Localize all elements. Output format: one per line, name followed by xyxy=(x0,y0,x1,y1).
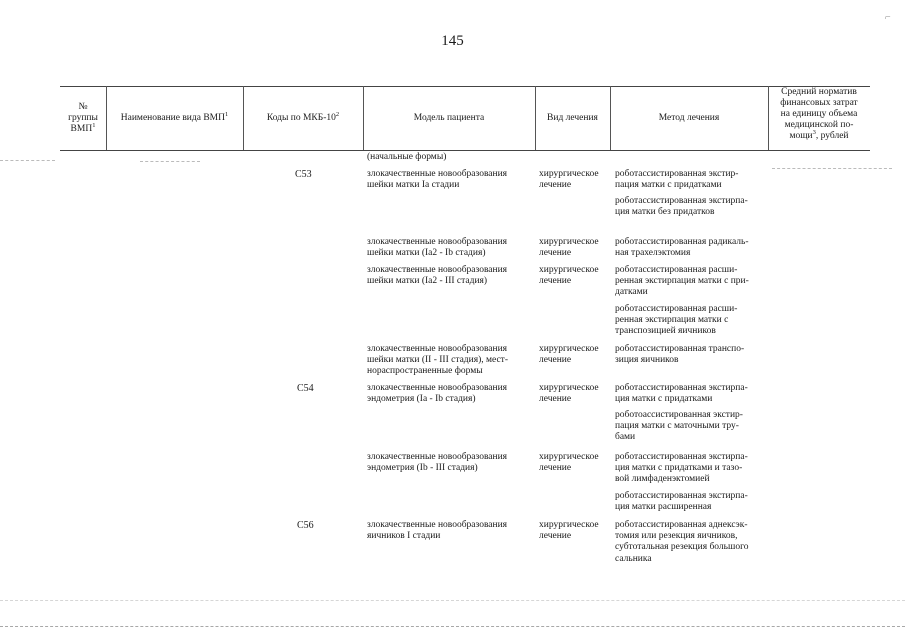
header-icd-codes: Коды по МКБ-$10^2$ xyxy=(266,110,340,123)
treatment-method: роботассистированная транспо- зиция яичников xyxy=(615,344,745,366)
patient-model: злокачественные новообразования шейки матки Ia стадии xyxy=(367,169,508,191)
header-treatment-type: Вид лечения xyxy=(547,112,598,123)
treatment-method: роботассистированная экстирпа- ция матки расширенная xyxy=(615,491,748,513)
patient-model: злокачественные новообразования шейки матки (Ia2 - Ib стадия) xyxy=(367,237,508,259)
header-treatment-method: Метод лечения xyxy=(658,112,720,123)
treatment-method: роботассистированная аднексэк- томия или резекция яичников, субтотальная резекция большого сальника xyxy=(615,520,749,564)
header-cost-standard: Средний норматив финансовых затрат на единицу объема медицинской по- мощи$^3$, рублей xyxy=(780,87,858,141)
patient-model-continued: (начальные формы) xyxy=(367,152,447,162)
treatment-type: хирургическое лечение xyxy=(539,383,599,405)
patient-model: злокачественные новообразования эндометрия (Ib - III стадия) xyxy=(367,452,508,474)
scan-corner-mark: ⌐ xyxy=(885,12,891,23)
header-bottom-rule xyxy=(60,150,870,151)
treatment-method: роботассистированная экстирпа- ция матки без придатков xyxy=(615,196,748,218)
scan-artifact-line xyxy=(140,161,200,162)
header-group-number: № группы ВМП$^1$ xyxy=(68,101,98,134)
header-vmp-name: Наименование вида ВМП$^1$ xyxy=(120,110,229,123)
treatment-type: хирургическое лечение xyxy=(539,452,599,474)
treatment-type: хирургическое лечение xyxy=(539,520,599,542)
patient-model: злокачественные новообразования яичников I стадии xyxy=(367,520,508,542)
patient-model: злокачественные новообразования эндометрия (Ia - Ib стадия) xyxy=(367,383,508,405)
treatment-type: хирургическое лечение xyxy=(539,237,599,259)
treatment-method: роботоассистированная экстир- пация матки с маточными тру- бами xyxy=(615,410,743,443)
icd-code: C56 xyxy=(297,520,314,531)
page-fold-line xyxy=(0,626,905,627)
treatment-method: роботассистированная экстир- пация матки с придатками xyxy=(615,169,739,191)
page-number: 145 xyxy=(441,33,464,49)
treatment-type: хирургическое лечение xyxy=(539,344,599,366)
treatment-type: хирургическое лечение xyxy=(539,169,599,191)
treatment-type: хирургическое лечение xyxy=(539,265,599,287)
treatment-method: роботассистированная расши- ренная экстирпация матки с транспозицией яичников xyxy=(615,304,738,337)
treatment-method: роботассистированная экстирпа- ция матки с придатками и тазо- вой лимфаденэктомией xyxy=(615,452,748,485)
page-fold-line xyxy=(0,600,905,601)
icd-code: C53 xyxy=(295,169,312,180)
scan-artifact-line xyxy=(0,160,55,161)
treatment-method: роботассистированная расши- ренная экстирпация матки с при- датками xyxy=(615,265,749,298)
patient-model: злокачественные новообразования шейки матки (II - III стадия), мест- нораспространенные формы xyxy=(367,344,509,377)
patient-model: злокачественные новообразования шейки матки (Ia2 - III стадия) xyxy=(367,265,508,287)
treatment-method: роботассистированная радикаль- ная трахелэктомия xyxy=(615,237,749,259)
header-patient-model: Модель пациента xyxy=(413,112,485,123)
treatment-method: роботассистированная экстирпа- ция матки с придатками xyxy=(615,383,748,405)
icd-code: C54 xyxy=(297,383,314,394)
scan-artifact-line xyxy=(772,168,892,169)
